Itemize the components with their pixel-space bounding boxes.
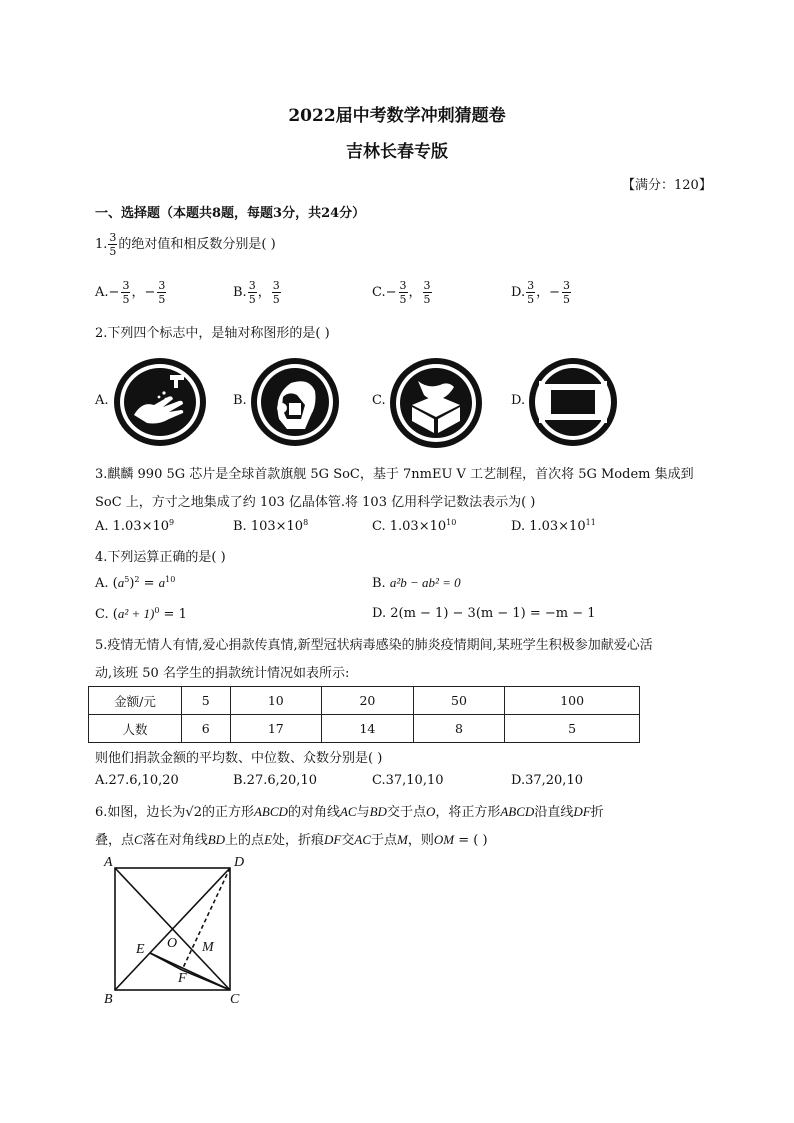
question-4: 4.下列运算正确的是( ) <box>95 550 226 565</box>
label-b: B <box>104 992 113 1006</box>
label-a: A <box>104 855 113 870</box>
label-c: C <box>230 992 240 1006</box>
question-3-line-1: 3.麒麟 990 5G 芯片是全球首款旗舰 5G SoC，基于 7nmEU V 工艺制程，首次将 5G Modem 集成到 <box>95 467 694 482</box>
option-a-label: A. <box>95 393 109 408</box>
face-mask-icon[interactable] <box>249 357 341 451</box>
option-c[interactable]: C.− $\frac{3}{5}$ ， $\frac{3}{5}$ <box>372 279 431 306</box>
label-m: M <box>202 940 214 955</box>
option-c[interactable]: C. $1.03\times 10^{10}$ <box>372 518 457 534</box>
option-c[interactable]: C. $(a^2 + 1)^0 = 1$ <box>95 606 187 622</box>
question-3-line-2: SoC 上，方寸之地集成了约 103 亿晶体管.将 103 亿用科学记数法表示为( ) <box>95 495 536 510</box>
donation-table <box>88 686 640 743</box>
option-c[interactable]: C.37,10,10 <box>372 773 444 788</box>
option-a[interactable]: A. $(a^5)^2 = a^{10}$ <box>95 575 176 591</box>
table-cell: 人数 <box>89 715 182 743</box>
table-cell: 100 <box>505 687 640 715</box>
option-b[interactable]: B.27.6,20,10 <box>233 773 317 788</box>
question-5-after: 则他们捐款金额的平均数、中位数、众数分别是( ) <box>95 751 383 766</box>
tissue-box-icon[interactable] <box>388 357 484 453</box>
table-cell: 17 <box>230 715 322 743</box>
window-frame-icon[interactable] <box>527 357 619 451</box>
square-fold-figure <box>100 852 260 1006</box>
table-cell: 14 <box>322 715 414 743</box>
segment-fc <box>182 970 230 990</box>
table-cell: 20 <box>322 687 414 715</box>
question-1-options <box>0 280 794 310</box>
table-row <box>89 687 640 715</box>
table-cell: 5 <box>182 687 231 715</box>
option-b[interactable]: B. a²b − ab² = 0 <box>372 575 461 591</box>
option-b-label: B. <box>233 393 247 408</box>
option-d[interactable]: D. 2(m − 1) − 3(m − 1) = −m − 1 <box>372 606 596 621</box>
page-subtitle: 吉林长春专版 <box>346 142 448 162</box>
label-f: F <box>178 971 187 986</box>
option-c-label: C. <box>372 393 386 408</box>
option-a[interactable]: A. $1.03\times 10^9$ <box>95 518 175 534</box>
table-cell: 10 <box>230 687 322 715</box>
label-d: D <box>234 855 245 870</box>
segment-ef <box>150 953 182 970</box>
fraction: $\frac{3}{5}$ <box>109 231 117 258</box>
option-d[interactable]: D. $\frac{3}{5}$ ，− $\frac{3}{5}$ <box>511 279 571 306</box>
option-d[interactable]: D. $1.03\times 10^{11}$ <box>511 518 596 534</box>
option-d-label: D. <box>511 393 526 408</box>
option-b[interactable]: B. $\frac{3}{5}$ ， $\frac{3}{5}$ <box>233 279 280 306</box>
question-2: 2.下列四个标志中，是轴对称图形的是( ) <box>95 326 330 341</box>
page-title: 2022届中考数学冲刺猜题卷 <box>288 106 506 126</box>
table-cell: 5 <box>505 715 640 743</box>
question-5-line-1: 5.疫情无情人有情,爱心捐款传真情,新型冠状病毒感染的肺炎疫情期间,某班学生积极参加献爱心活 <box>95 638 653 653</box>
question-1: 1. $\frac{3}{5}$ 的绝对值和相反数分别是( ) <box>95 231 276 258</box>
score-label: 【满分：120】 <box>622 178 712 193</box>
question-6-line-2: 叠，点C落在对角线BD上的点E处，折痕DF交AC于点M，则OM = ( ) <box>95 832 488 848</box>
option-a[interactable]: A.27.6,10,20 <box>95 773 179 788</box>
option-b[interactable]: B. $103\times 10^8$ <box>233 518 309 534</box>
question-5-line-2: 动,该班 50 名学生的捐款统计情况如表所示: <box>95 666 350 681</box>
option-a[interactable]: A.− $\frac{3}{5}$ ，− $\frac{3}{5}$ <box>95 279 166 306</box>
option-d[interactable]: D.37,20,10 <box>511 773 583 788</box>
hand-wash-icon[interactable] <box>112 357 208 451</box>
table-cell: 50 <box>413 687 505 715</box>
label-e: E <box>136 942 145 957</box>
question-6-line-1: 6.如图，边长为√2的正方形ABCD的对角线AC与BD交于点O，将正方形ABCD沿直线DF折 <box>95 804 604 820</box>
table-cell: 金额/元 <box>89 687 182 715</box>
table-cell: 8 <box>413 715 505 743</box>
table-row <box>89 715 640 743</box>
table-cell: 6 <box>182 715 231 743</box>
section-heading: 一、选择题（本题共8题，每题3分，共24分） <box>95 206 366 221</box>
label-o: O <box>167 936 178 951</box>
